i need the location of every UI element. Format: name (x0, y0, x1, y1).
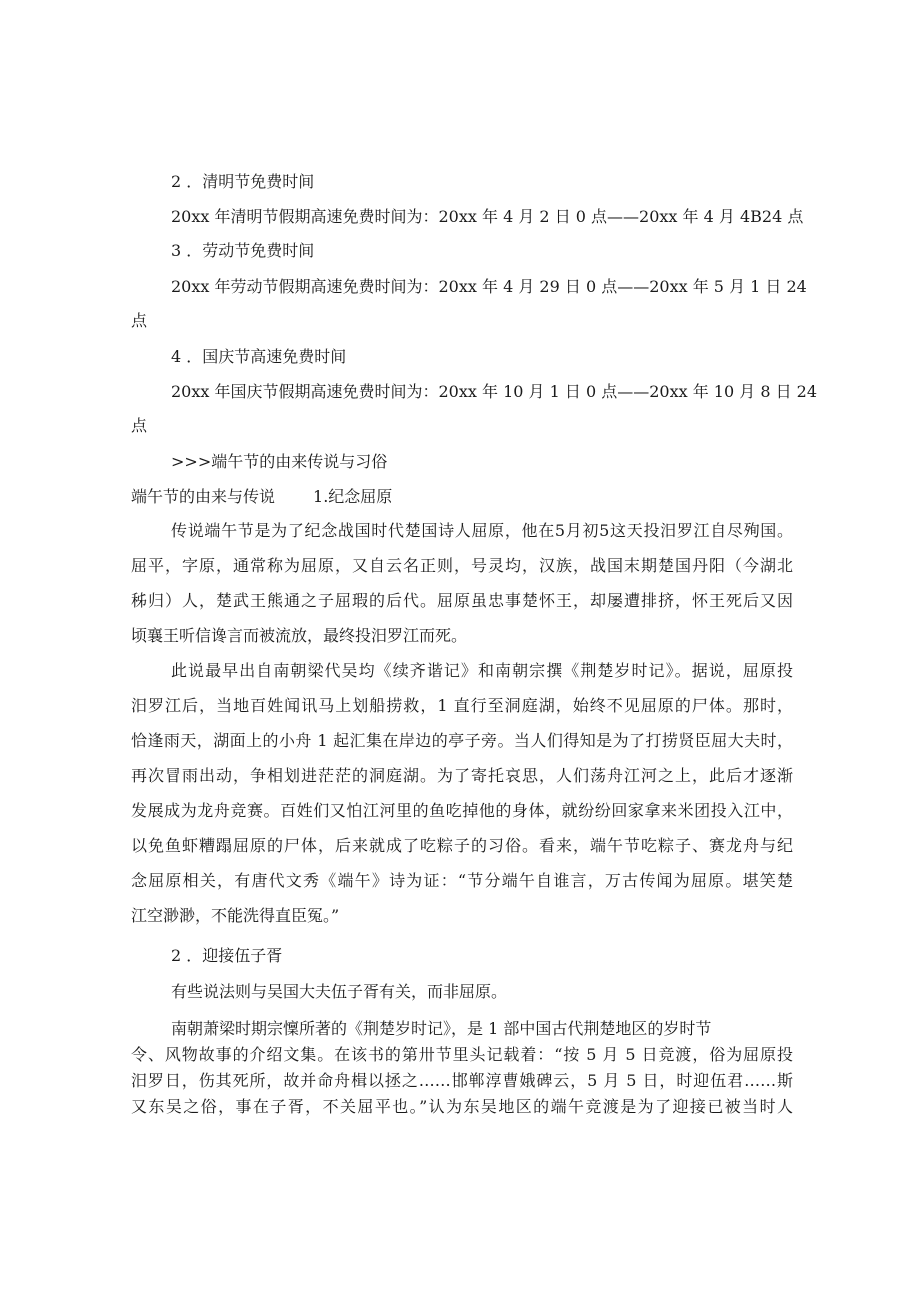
para2-line7: 念屈原相关，有唐代文秀《端午》诗为证：“节分端午自谁言，万古传闻为屈原。堪笑楚 (131, 871, 793, 890)
guoqing-body-line2: 点 (131, 416, 148, 435)
para3-line1: 南朝萧梁时期宗懍所著的《荆楚岁时记》，是 1 部中国古代荆楚地区的岁时节 (171, 1019, 712, 1038)
qingming-heading: 2 ．清明节免费时间 (171, 172, 315, 191)
para3-line4: 又东吴之俗，事在子胥，不关屈平也。”认为东吴地区的端午竞渡是为了迎接已被当时人 (131, 1097, 793, 1116)
para2-line1: 此说最早出自南朝梁代吴均《续齐谐记》和南朝宗撰《荆楚岁时记》。据说，屈原投 (171, 661, 793, 680)
para2-line4: 再次冒雨出动，争相划进茫茫的洞庭湖。为了寄托哀思，人们荡舟江河之上，此后才逐渐 (131, 766, 793, 785)
para1-line3: 秭归）人，楚武王熊通之子屈瑕的后代。屈原虽忠事楚怀王，却屡遭排挤，怀王死后又因 (131, 591, 793, 610)
para2-line2: 汨罗江后，当地百姓闻讯马上划船捞救，1 直行至洞庭湖，始终不见屈原的尸体。那时， (131, 696, 793, 715)
duanwu-subtitle-origin: 端午节的由来与传说 (131, 487, 276, 506)
wuzixu-heading: 2 ．迎接伍子胥 (171, 946, 283, 965)
para1-line4: 顷襄王听信谗言而被流放，最终投汨罗江而死。 (131, 626, 468, 645)
guoqing-body-line1: 20xx 年国庆节假期高速免费时间为：20xx 年 10 月 1 日 0 点——20xx 年 10 月 8 日 24 (171, 382, 818, 401)
para1-line1: 传说端午节是为了纪念战国时代楚国诗人屈原，他在5月初5这天投汨罗江自尽殉国。 (171, 521, 793, 540)
duanwu-subtitle-quyuan: 1.纪念屈原 (313, 487, 393, 506)
para2-line8: 江空渺渺，不能洗得直臣冤。” (131, 906, 340, 925)
qingming-body: 20xx 年清明节假期高速免费时间为：20xx 年 4 月 2 日 0 点——20xx 年 4 月 4B24 点 (171, 207, 804, 226)
guoqing-heading: 4 ．国庆节高速免费时间 (171, 347, 347, 366)
para3-line2: 令、风物故事的介绍文集。在该书的第卅节里头记载着：“按 5 月 5 日竞渡，俗为屈原投 (131, 1045, 793, 1064)
laodong-body-line1: 20xx 年劳动节假期高速免费时间为：20xx 年 4 月 29 日 0 点——20xx 年 5 月 1 日 24 (171, 277, 807, 296)
laodong-heading: 3 ．劳动节免费时间 (171, 241, 315, 260)
para3-line3: 汨罗日，伤其死所，故并命舟楫以拯之……邯郸淳曹娥碑云，5 月 5 日，时迎伍君……斯 (131, 1071, 793, 1090)
para2-line3: 恰逢雨天，湖面上的小舟 1 起汇集在岸边的亭子旁。当人们得知是为了打捞贤臣屈大夫时， (131, 731, 793, 750)
para2-line6: 以免鱼虾糟蹋屈原的尸体，后来就成了吃粽子的习俗。看来，端午节吃粽子、赛龙舟与纪 (131, 836, 793, 855)
para1-line2: 屈平，字原，通常称为屈原，又自云名正则，号灵均，汉族，战国末期楚国丹阳（今湖北 (131, 556, 793, 575)
laodong-body-line2: 点 (131, 311, 148, 330)
para2-line5: 发展成为龙舟竞赛。百姓们又怕江河里的鱼吃掉他的身体，就纷纷回家拿来米团投入江中， (131, 801, 793, 820)
duanwu-subtitle (131, 487, 392, 507)
wuzixu-intro: 有些说法则与吴国大夫伍子胥有关，而非屈原。 (171, 982, 508, 1001)
duanwu-section-title: >>>端午节的由来传说与习俗 (171, 452, 388, 471)
